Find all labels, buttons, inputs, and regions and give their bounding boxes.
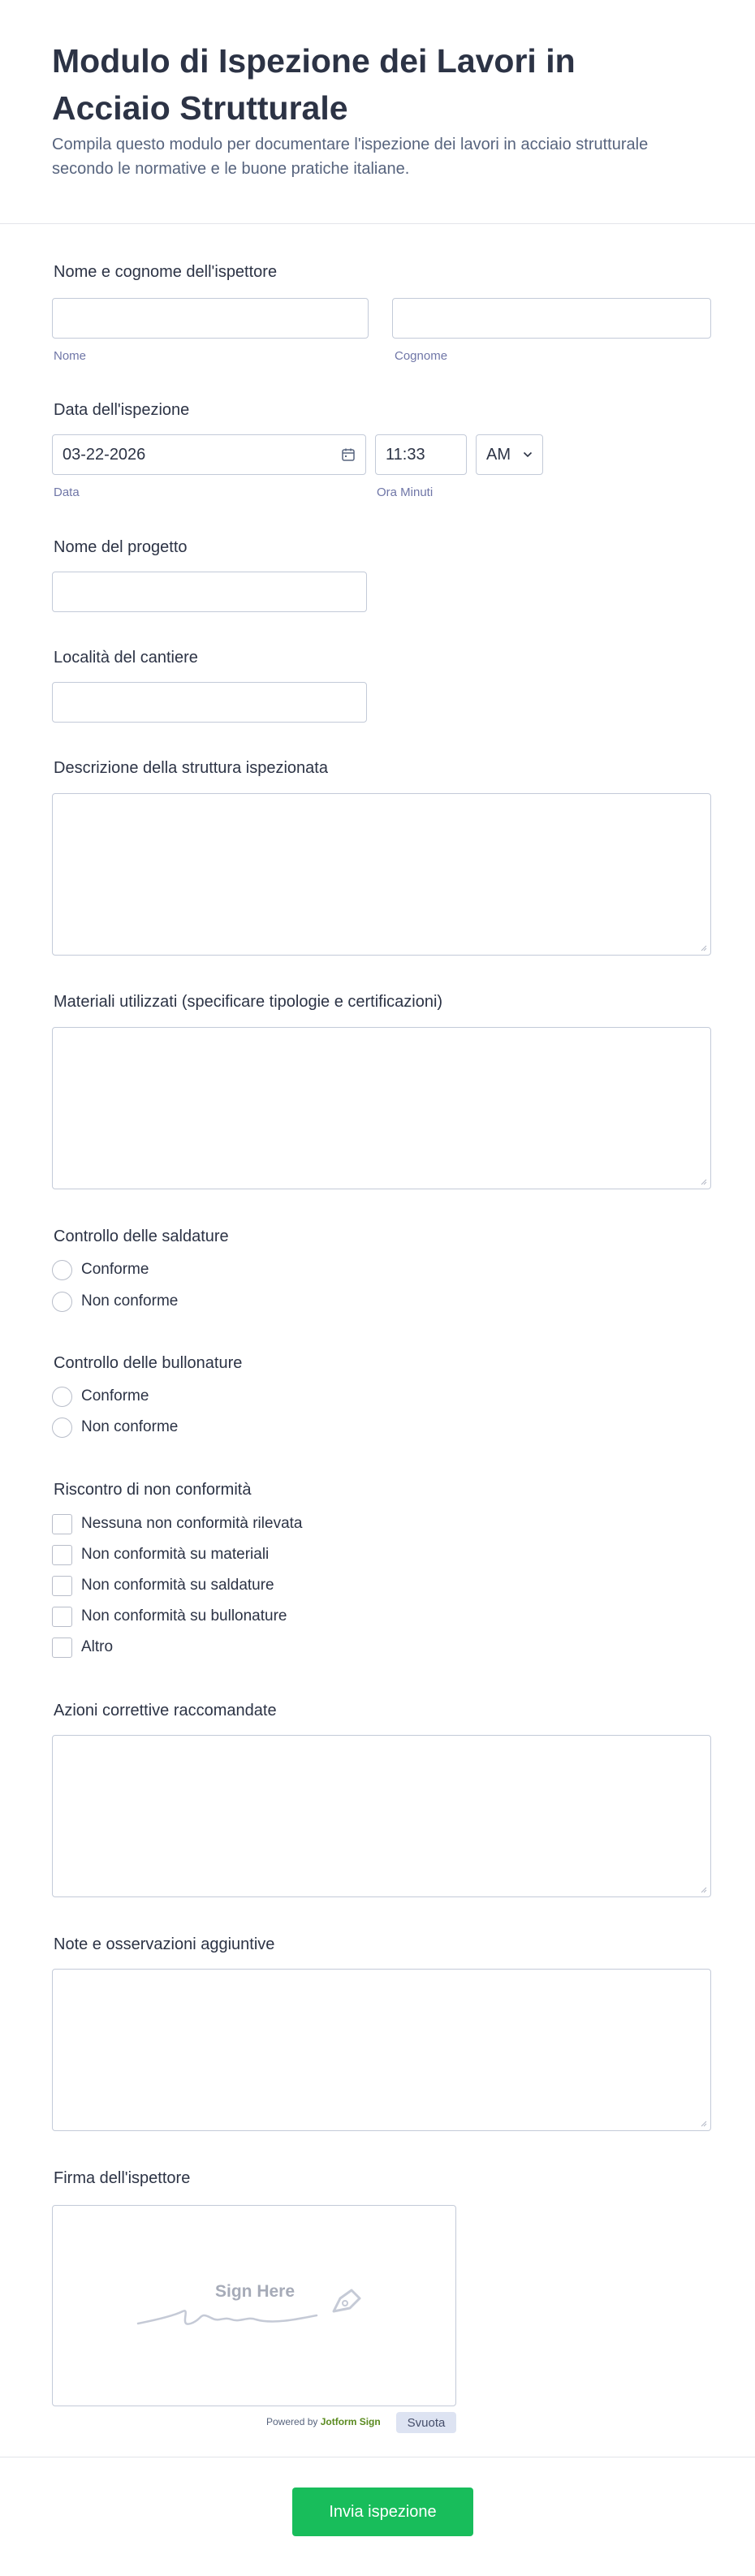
checkbox[interactable] <box>52 1638 72 1658</box>
calendar-icon[interactable] <box>341 447 356 462</box>
site-location-label: Località del cantiere <box>54 649 198 667</box>
nonconformity-option-none[interactable] <box>52 1513 302 1534</box>
time-sublabel: Ora Minuti <box>377 485 434 499</box>
radio-button[interactable] <box>52 1260 72 1280</box>
clear-signature-button[interactable]: Svuota <box>396 2412 456 2433</box>
first-name-sublabel: Nome <box>54 349 87 363</box>
pen-nib-icon <box>329 2284 365 2316</box>
nonconformity-option-other[interactable] <box>52 1637 113 1658</box>
materials-label: Materiali utilizzati (specificare tipologie e certificazioni) <box>54 993 443 1011</box>
weld-option-conforme[interactable] <box>52 1259 149 1280</box>
form-header <box>0 0 755 224</box>
option-label: Non conformità su materiali <box>81 1546 270 1563</box>
option-label: Non conforme <box>81 1418 179 1435</box>
weld-option-non-conforme[interactable] <box>52 1291 178 1312</box>
checkbox[interactable] <box>52 1607 72 1627</box>
nonconformity-label: Riscontro di non conformità <box>54 1481 252 1499</box>
time-input[interactable]: 11:33 <box>375 434 467 475</box>
nonconformity-option-welds[interactable] <box>52 1575 274 1596</box>
date-value: 03-22-2026 <box>63 445 146 464</box>
inspection-date-label: Data dell'ispezione <box>54 401 190 419</box>
resize-handle-icon[interactable] <box>699 943 707 951</box>
date-sublabel: Data <box>54 485 80 499</box>
weld-check-label: Controllo delle saldature <box>54 1228 229 1245</box>
signature-pad[interactable] <box>52 2205 456 2406</box>
option-label: Non conforme <box>81 1292 179 1310</box>
project-name-label: Nome del progetto <box>54 538 188 556</box>
nonconformity-option-materials[interactable] <box>52 1544 269 1565</box>
option-label: Non conformità su bullonature <box>81 1607 287 1625</box>
site-location-input[interactable] <box>52 682 367 723</box>
option-label: Conforme <box>81 1261 149 1278</box>
submit-button[interactable]: Invia ispezione <box>292 2488 473 2536</box>
form-title: Modulo di Ispezione dei Lavori in Acciaio Strutturale <box>52 42 576 127</box>
resize-handle-icon[interactable] <box>699 1885 707 1893</box>
powered-by-text <box>266 2416 381 2427</box>
option-label: Altro <box>81 1638 114 1655</box>
structure-description-label: Descrizione della struttura ispezionata <box>54 759 328 777</box>
first-name-input[interactable] <box>52 298 369 339</box>
resize-handle-icon[interactable] <box>699 2119 707 2127</box>
radio-button[interactable] <box>52 1387 72 1407</box>
jotform-sign-brand: Jotform Sign <box>320 2416 381 2427</box>
inspector-name-label: Nome e cognome dell'ispettore <box>54 263 278 281</box>
checkbox[interactable] <box>52 1545 72 1565</box>
option-label: Conforme <box>81 1387 149 1405</box>
form-subtitle: Compila questo modulo per documentare l'ispezione dei lavori in acciaio strutturale secondo le normative e le buone pratiche italiane. <box>52 136 649 178</box>
bolt-option-conforme[interactable] <box>52 1386 149 1407</box>
chevron-down-icon <box>523 451 533 458</box>
checkbox[interactable] <box>52 1514 72 1534</box>
bolt-option-non-conforme[interactable] <box>52 1417 178 1438</box>
notes-textarea[interactable] <box>52 1969 711 2131</box>
corrective-actions-label: Azioni correttive raccomandate <box>54 1702 277 1719</box>
notes-label: Note e osservazioni aggiuntive <box>54 1935 275 1953</box>
bolt-check-label: Controllo delle bullonature <box>54 1354 243 1372</box>
powered-prefix: Powered by <box>266 2416 318 2427</box>
structure-description-textarea[interactable] <box>52 793 711 956</box>
checkbox[interactable] <box>52 1576 72 1596</box>
date-input[interactable] <box>52 434 366 475</box>
ampm-value: AM <box>486 445 511 464</box>
last-name-sublabel: Cognome <box>395 349 448 363</box>
resize-handle-icon[interactable] <box>699 1177 707 1185</box>
nonconformity-option-bolts[interactable] <box>52 1606 287 1627</box>
radio-button[interactable] <box>52 1417 72 1438</box>
ampm-select[interactable] <box>476 434 543 475</box>
corrective-actions-textarea[interactable] <box>52 1735 711 1897</box>
materials-textarea[interactable] <box>52 1027 711 1189</box>
project-name-input[interactable] <box>52 572 367 612</box>
radio-button[interactable] <box>52 1292 72 1312</box>
option-label: Nessuna non conformità rilevata <box>81 1515 303 1532</box>
last-name-input[interactable] <box>392 298 711 339</box>
option-label: Non conformità su saldature <box>81 1577 274 1594</box>
signature-label: Firma dell'ispettore <box>54 2169 191 2187</box>
sign-here-placeholder: Sign Here <box>215 2282 296 2301</box>
